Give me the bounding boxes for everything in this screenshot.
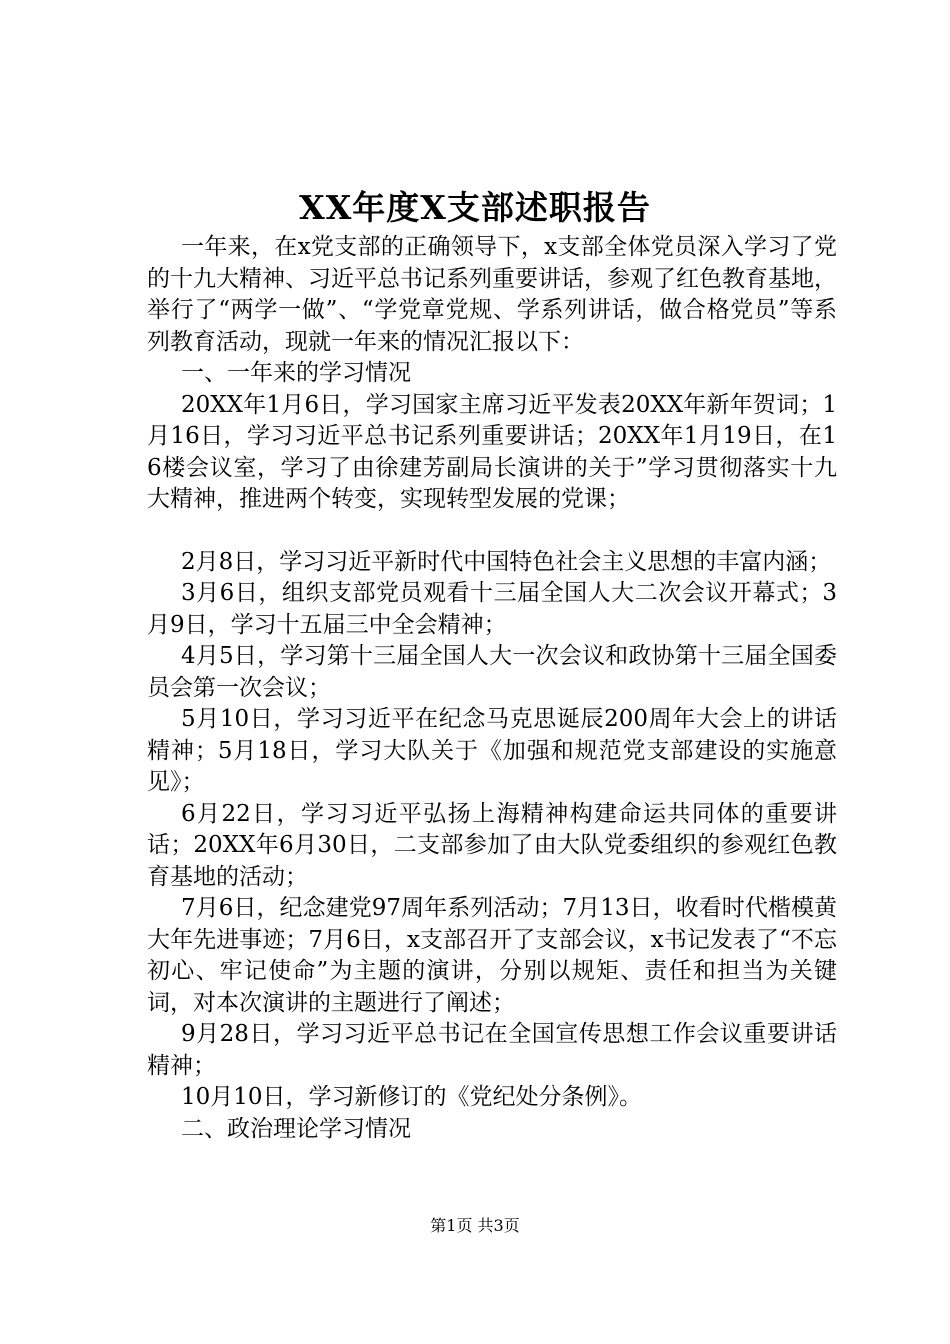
section-heading-1: 一、一年来的学习情况 — [181, 360, 411, 386]
section-heading-2: 二、政治理论学习情况 — [181, 1115, 411, 1142]
paragraph-july: 7月6日，纪念建党97周年系列活动；7月13日，收看时代楷模黄大年先进事迹；7月6日，x支部召开了支部会议，x书记发表了“不忘初心、牢记使命”为主题的演讲，分别以规矩、责任和担当为关键词，对本次演讲的主题进行了阐述； — [147, 895, 837, 1016]
paragraph-october: 10月10日，学习新修订的《党纪处分条例》。 — [181, 1084, 643, 1110]
paragraph-september: 9月28日，学习习近平总书记在全国宣传思想工作会议重要讲话精神； — [147, 1021, 837, 1079]
paragraph-april: 4月5日，学习第十三届全国人大一次会议和政协第十三届全国委员会第一次会议； — [147, 643, 837, 701]
paragraph-march: 3月6日，组织支部党员观看十三届全国人大二次会议开幕式；3月9日，学习十五届三中全会精神； — [147, 580, 837, 638]
paragraph-february: 2月8日，学习习近平新时代中国特色社会主义思想的丰富内涵； — [181, 548, 832, 575]
paragraph-june: 6月22日，学习习近平弘扬上海精神构建命运共同体的重要讲话；20XX年6月30日，二支部参加了由大队党委组织的参观红色教育基地的活动； — [147, 800, 837, 890]
page-footer: 第1页 共3页 — [430, 1216, 520, 1235]
paragraph-intro: 一年来，在x党支部的正确领导下，x支部全体党员深入学习了党的十九大精神、习近平总书记系列重要讲话，参观了红色教育基地，举行了“两学一做”、“学党章党规、学系列讲话，做合格党员”等系列教育活动，现就一年来的情况汇报以下： — [147, 234, 837, 355]
paragraph-january: 20XX年1月6日，学习国家主席习近平发表20XX年新年贺词；1月16日，学习习近平总书记系列重要讲话；20XX年1月19日，在16楼会议室，学习了由徐建芳副局长演讲的关于”学习贯彻落实十九大精神，推进两个转变，实现转型发展的党课； — [147, 391, 837, 512]
document-body — [147, 232, 837, 1145]
paragraph-may: 5月10日，学习习近平在纪念马克思诞辰200周年大会上的讲话精神；5月18日，学习大队关于《加强和规范党支部建设的实施意见》； — [147, 706, 837, 795]
document-title: XX年度X支部述职报告 — [299, 188, 651, 227]
